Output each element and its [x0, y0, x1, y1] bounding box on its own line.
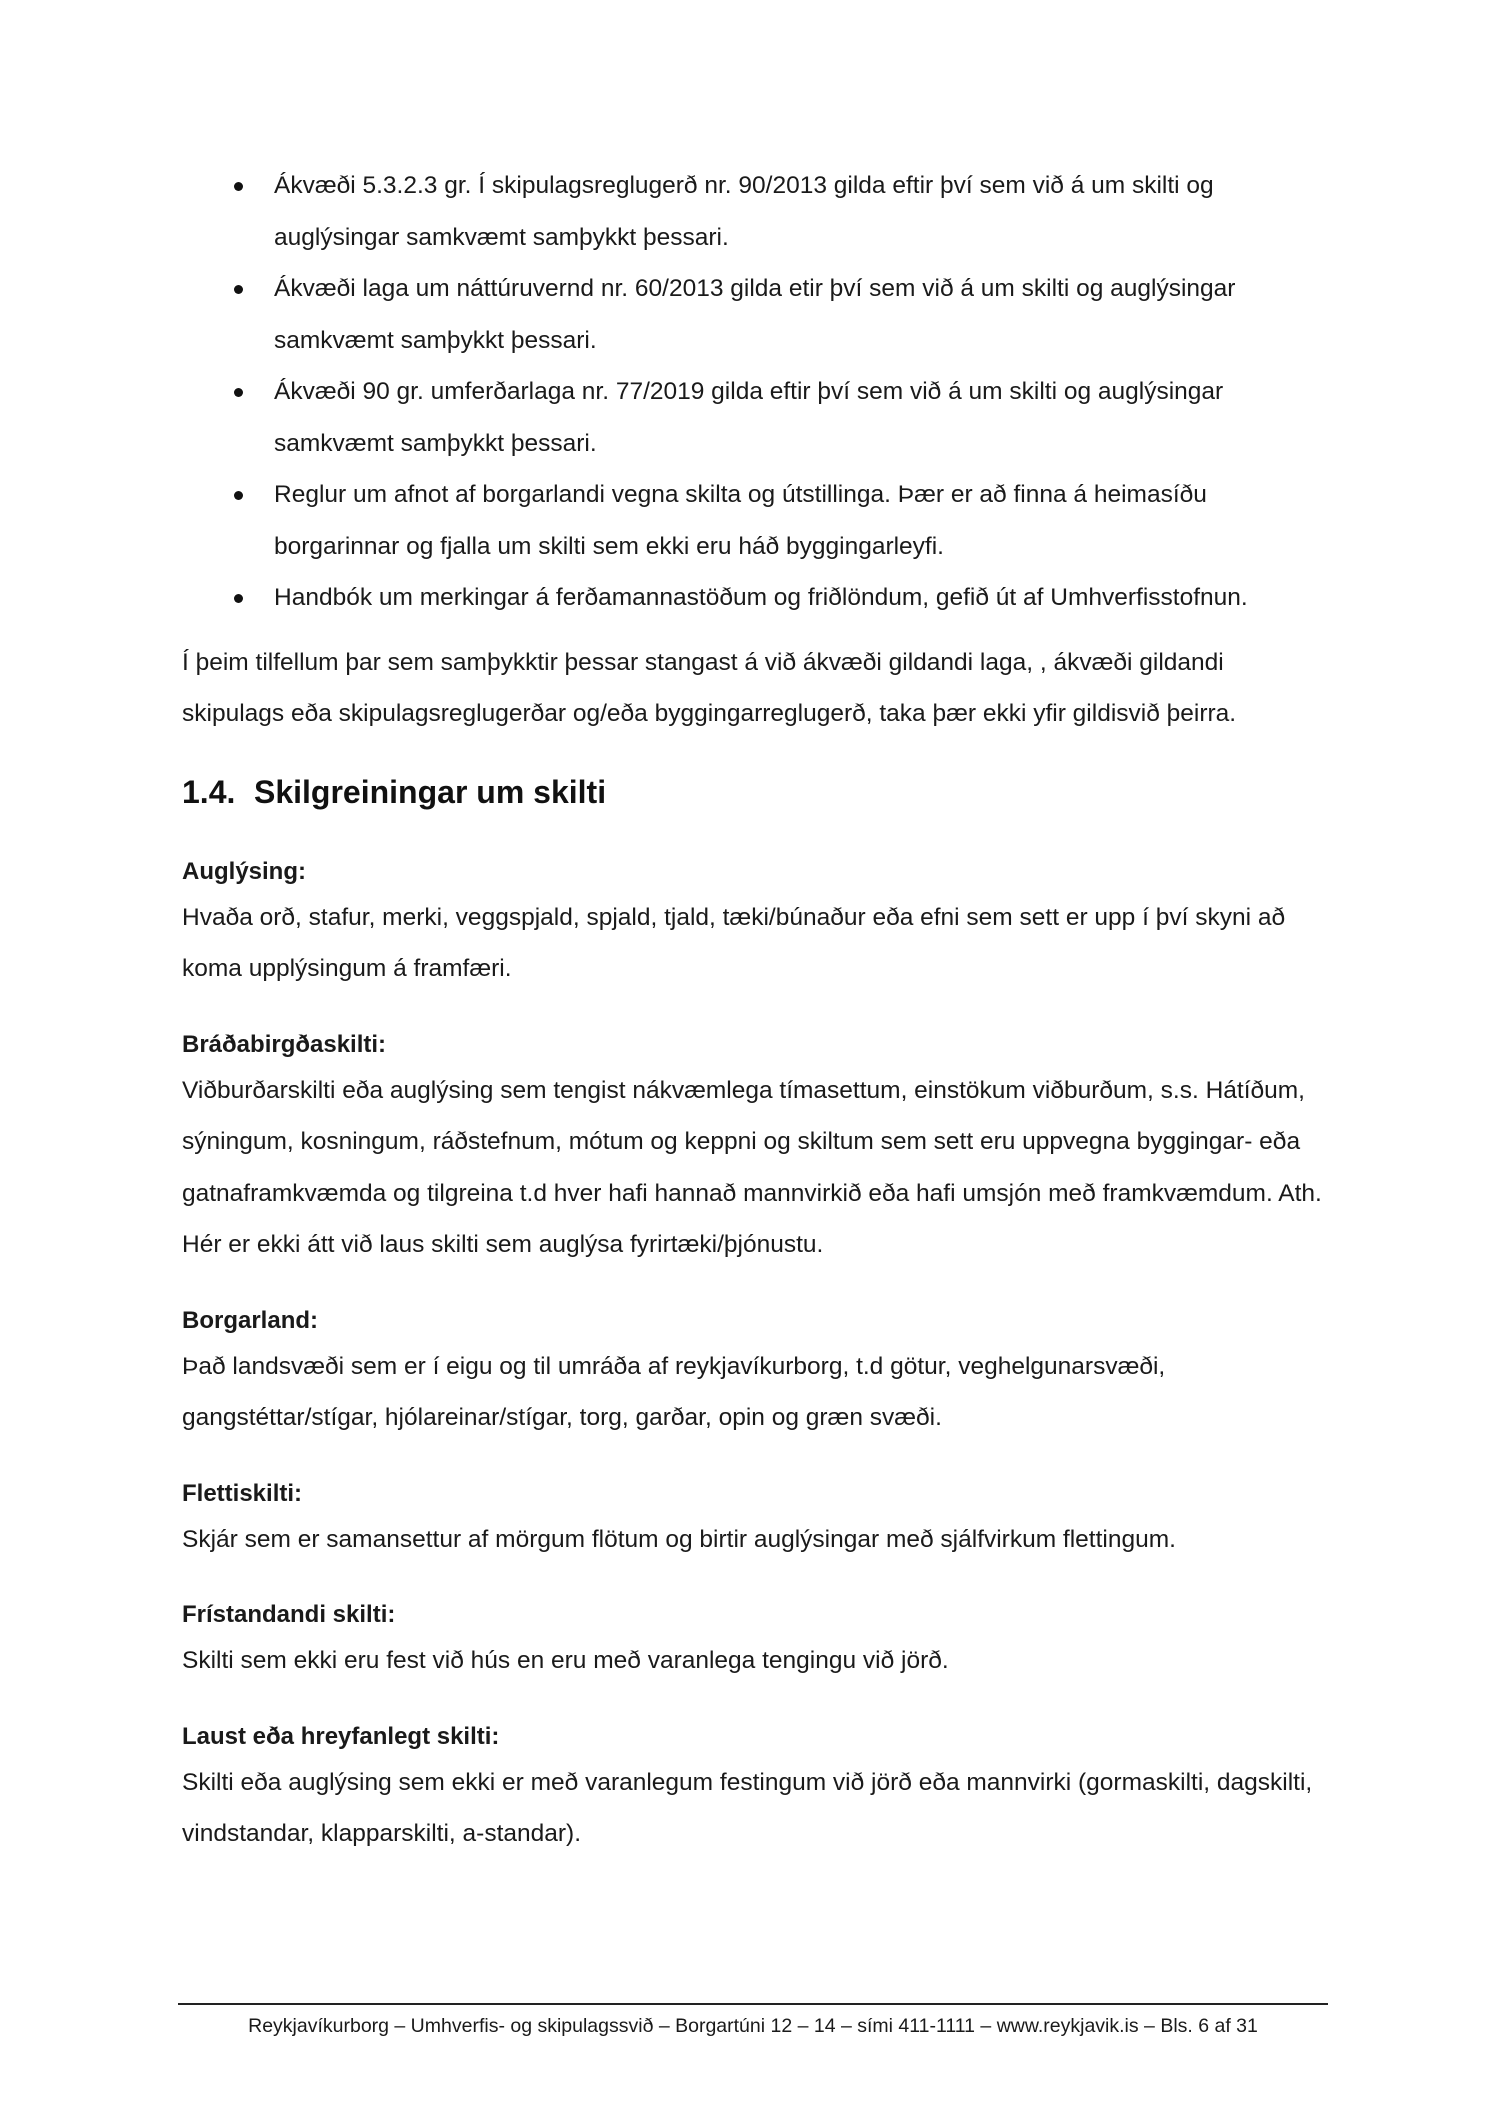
footer-divider — [178, 2003, 1328, 2005]
definition — [182, 1301, 1332, 1444]
bullet-text: Ákvæði laga um náttúruvernd nr. 60/2013 gilda etir því sem við á um skilti og auglýsingar samkvæmt samþykkt þessari. — [274, 275, 1236, 354]
definition — [182, 1025, 1332, 1271]
bullet-text: Reglur um afnot af borgarlandi vegna skilta og útstillinga. Þær er að finna á heimasíðu borgarinnar og fjalla um skilti sem ekki eru háð byggingarleyfi. — [274, 481, 1207, 560]
intro-paragraph: Í þeim tilfellum þar sem samþykktir þessar stangast á við ákvæði gildandi laga, , ákvæði gildandi skipulags eða skipulagsreglugerðar og/eða byggingarreglugerð, taka þær ekki yfir gildisvið þeirra. — [182, 648, 1237, 727]
bullet-icon — [234, 388, 243, 397]
bullet-icon — [234, 594, 243, 603]
bullet-item — [182, 366, 1332, 469]
page-content — [182, 160, 1332, 1860]
bullet-text: Ákvæði 90 gr. umferðarlaga nr. 77/2019 gilda eftir því sem við á um skilti og auglýsingar samkvæmt samþykkt þessari. — [274, 378, 1224, 457]
definition-text: Það landsvæði sem er í eigu og til umráða af reykjavíkurborg, t.d götur, veghelgunarsvæði, gangstéttar/stígar, hjólareinar/stígar, torg, garðar, opin og græn svæði. — [182, 1352, 1166, 1431]
definition — [182, 1595, 1332, 1687]
bullet-item — [182, 160, 1332, 263]
definition-term: Frístandandi skilti: — [182, 1601, 396, 1628]
definition-term: Laust eða hreyfanlegt skilti: — [182, 1722, 500, 1750]
section-number: 1.4. — [182, 773, 236, 810]
bullet-text: Handbók um merkingar á ferðamannastöðum og friðlöndum, gefið út af Umhverfisstofnun. — [274, 584, 1248, 611]
bullet-item — [182, 469, 1332, 572]
bullet-icon — [234, 285, 243, 294]
bullet-item — [182, 572, 1332, 624]
bullet-icon — [234, 182, 243, 191]
definition-term: Auglýsing: — [182, 857, 306, 885]
definition-text: Skjár sem er samansettur af mörgum flötum og birtir auglýsingar með sjálfvirkum flettingum. — [182, 1525, 1176, 1553]
bullet-list — [182, 160, 1332, 624]
definition — [182, 1474, 1332, 1566]
bullet-item — [182, 263, 1332, 366]
definition-text: Hvaða orð, stafur, merki, veggspjald, spjald, tjald, tæki/búnaður eða efni sem sett er upp í því skyni að koma upplýsingum á framfæri. — [182, 903, 1286, 982]
bullet-icon — [234, 491, 243, 500]
definition-term: Borgarland: — [182, 1306, 319, 1334]
definition-text: Skilti eða auglýsing sem ekki er með varanlegum festingum við jörð eða mannvirki (gormaskilti, dagskilti, vindstandar, klapparskilti, a-standar). — [182, 1768, 1313, 1847]
definition — [182, 1717, 1332, 1860]
definition-text: Skilti sem ekki eru fest við hús en eru með varanlega tengingu við jörð. — [182, 1647, 949, 1674]
page-footer: Reykjavíkurborg – Umhverfis- og skipulagssvið – Borgartúni 12 – 14 – sími 411-1111 – www.reykjavik.is – Bls. 6 af 31 — [248, 2015, 1258, 2037]
section-title: Skilgreiningar um skilti — [254, 773, 607, 810]
definition-term: Flettiskilti: — [182, 1479, 303, 1507]
definition-text: Viðburðarskilti eða auglýsing sem tengist nákvæmlega tímasettum, einstökum viðburðum, s.s. Hátíðum, sýningum, kosningum, ráðstefnum, mótum og keppni og skiltum sem sett eru uppvegna byggingar- eða gatnaframkvæmda og tilgreina t.d hver hafi hannað mannvirkið eða hafi umsjón með framkvæmdum. Ath. Hér er ekki átt við laus skilti sem auglýsa fyrirtæki/þjónustu. — [182, 1076, 1322, 1258]
section-heading — [182, 772, 1332, 812]
definition-term: Bráðabirgðaskilti: — [182, 1030, 387, 1058]
bullet-text: Ákvæði 5.3.2.3 gr. Í skipulagsreglugerð nr. 90/2013 gilda eftir því sem við á um skilti og auglýsingar samkvæmt samþykkt þessari. — [274, 172, 1214, 251]
definition — [182, 852, 1332, 995]
